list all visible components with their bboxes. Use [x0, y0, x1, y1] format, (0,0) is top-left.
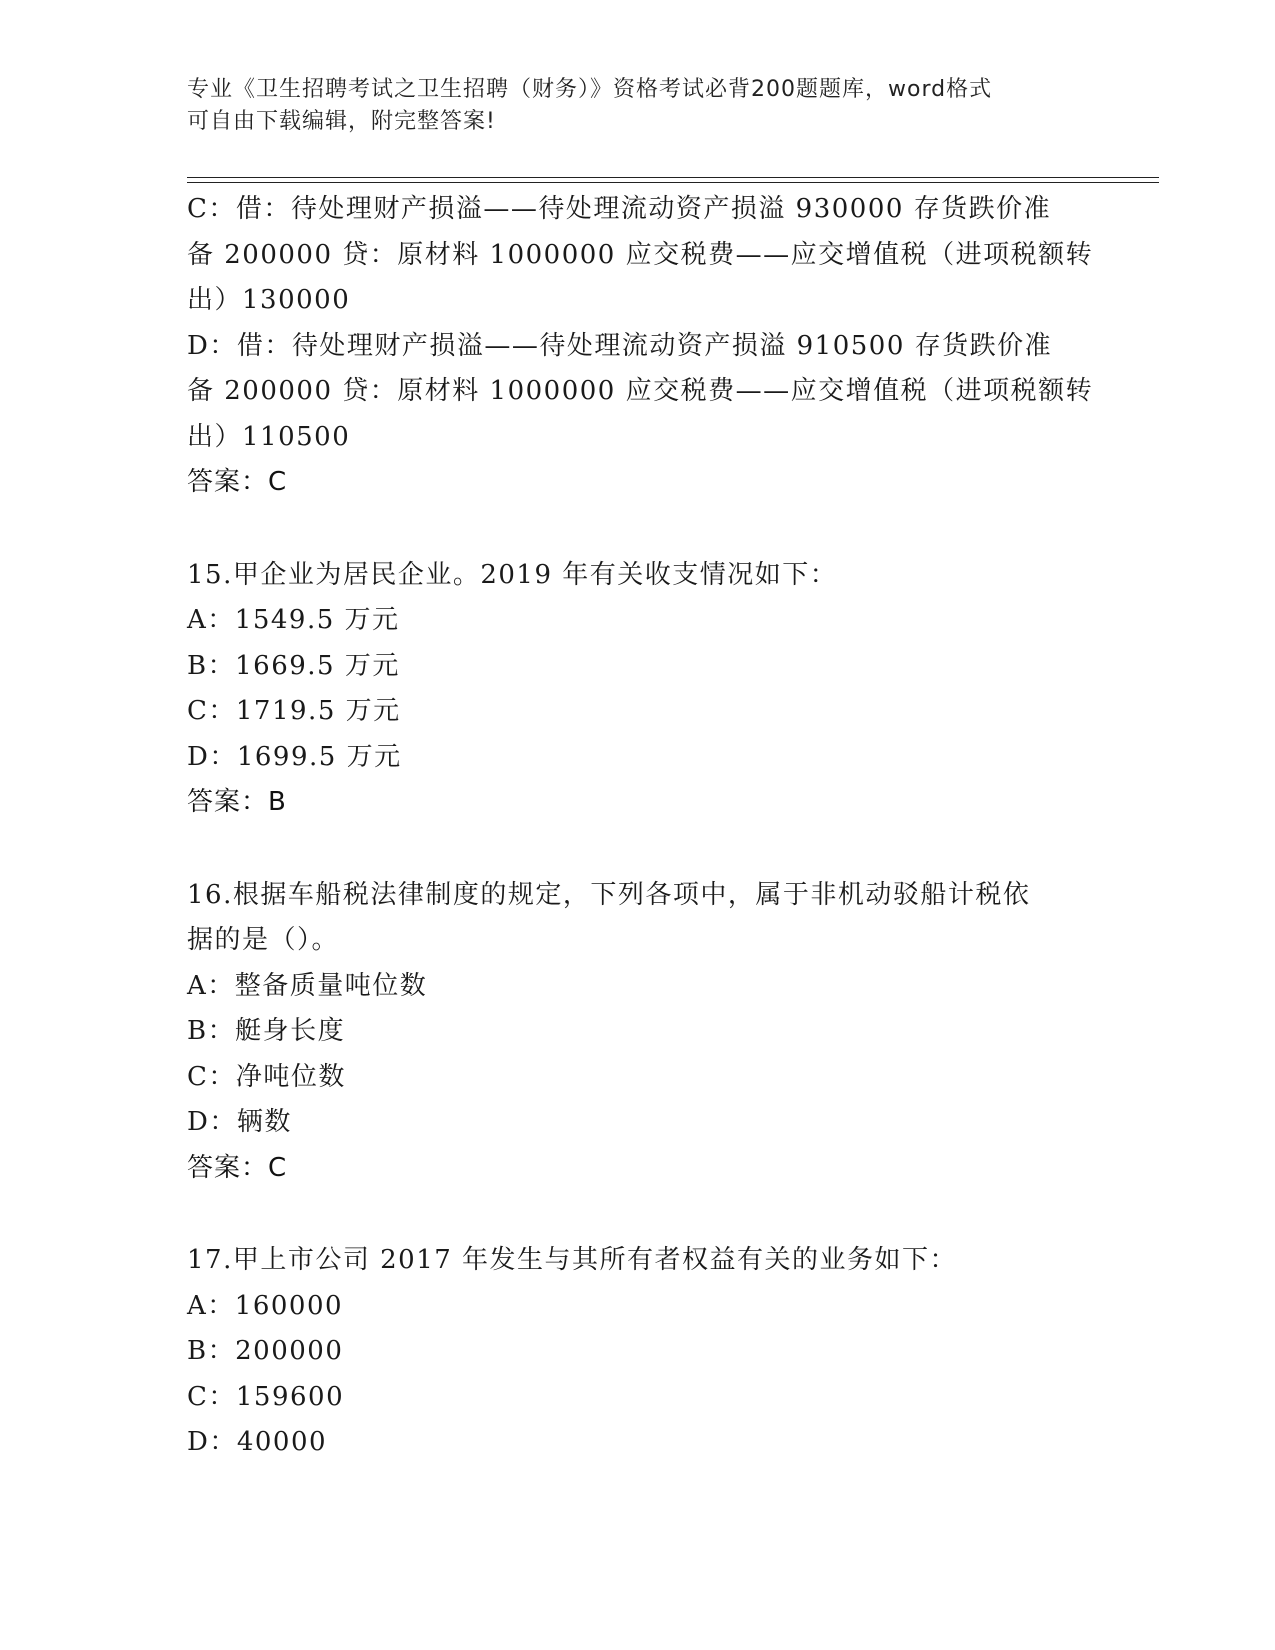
header-title-line-2: 可自由下载编辑，附完整答案! [187, 109, 496, 134]
q15-option-c: C：1719.5 万元 [187, 696, 401, 726]
q16-option-d: D：辆数 [187, 1107, 292, 1137]
q14-option-c-line-3: 出）130000 [187, 285, 351, 315]
q16-option-a: A：整备质量吨位数 [187, 970, 428, 1001]
spacer [187, 826, 1077, 873]
q15-option-b: B：1669.5 万元 [187, 650, 400, 681]
q14-option-d-line-3: 出）110500 [187, 421, 351, 452]
spacer [187, 1191, 1077, 1238]
q16-option-b: B：艇身长度 [187, 1016, 346, 1046]
q17-option-c: C：159600 [187, 1381, 345, 1412]
q17-option-d: D：40000 [187, 1427, 328, 1457]
q15-option-d: D：1699.5 万元 [187, 741, 402, 772]
q16-answer: 答案：C [187, 1152, 288, 1183]
question-17 [187, 1238, 1077, 1466]
document-header [187, 74, 1067, 138]
question-15 [187, 553, 1077, 826]
q14-option-c-line-1: C：借：待处理财产损溢——待处理流动资产损溢 930000 存货跌价准 [187, 194, 1052, 224]
q14-option-d-line-2: 备 200000 贷：原材料 1000000 应交税费——应交增值税（进项税额转 [187, 376, 1094, 406]
header-title-line-1: 专业《卫生招聘考试之卫生招聘（财务）》资格考试必背200题题库，word格式 [187, 77, 993, 102]
q17-question: 17.甲上市公司 2017 年发生与其所有者权益有关的业务如下： [187, 1245, 958, 1275]
q16-question-line-2: 据的是（）。 [187, 925, 340, 955]
question-16 [187, 873, 1077, 1192]
spacer [187, 506, 1077, 553]
header-divider [187, 177, 1159, 183]
question-content [187, 187, 1094, 1466]
q16-question-line-1: 16.根据车船税法律制度的规定，下列各项中，属于非机动驳船计税依 [187, 879, 1031, 910]
question-14-tail [187, 187, 1094, 506]
q14-option-d-line-1: D：借：待处理财产损溢——待处理流动资产损溢 910500 存货跌价准 [187, 330, 1053, 361]
q15-question: 15.甲企业为居民企业。2019 年有关收支情况如下： [187, 559, 838, 590]
q17-option-a: A：160000 [187, 1290, 344, 1321]
q17-option-b: B：200000 [187, 1336, 344, 1366]
q14-answer: 答案：C [187, 467, 288, 497]
q16-option-c: C：净吨位数 [187, 1061, 346, 1092]
q14-option-c-line-2: 备 200000 贷：原材料 1000000 应交税费——应交增值税（进项税额转 [187, 239, 1094, 270]
q15-answer: 答案：B [187, 787, 287, 817]
q15-option-a: A：1549.5 万元 [187, 605, 400, 635]
